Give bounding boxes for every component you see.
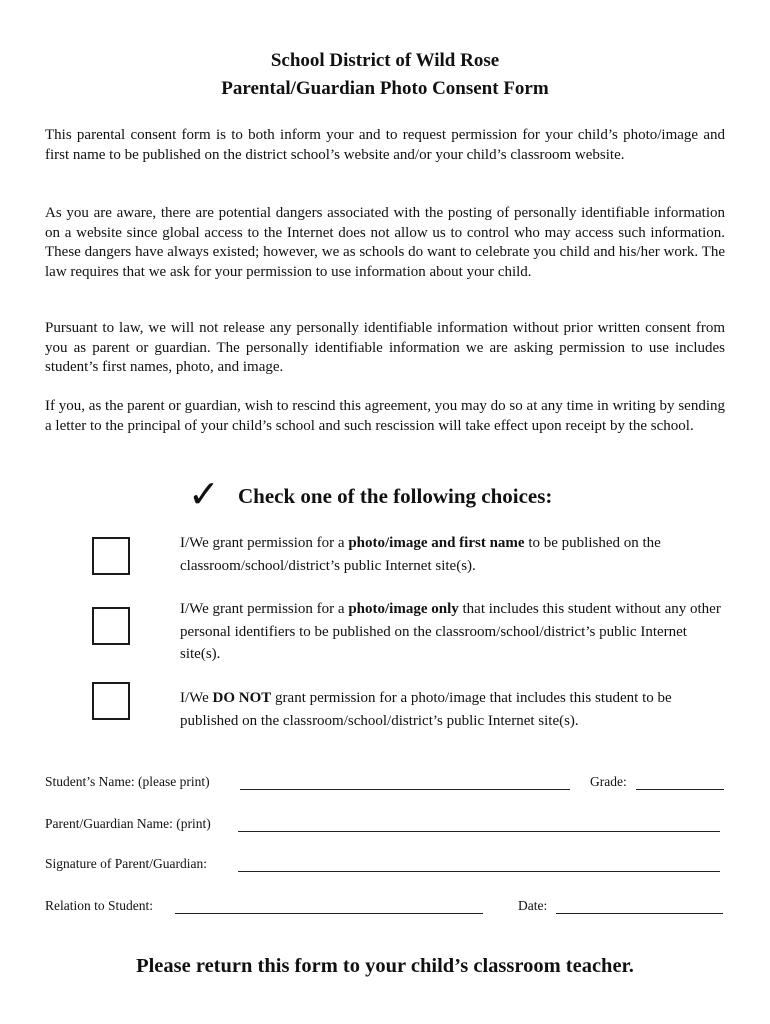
- option-emphasis: photo/image and first name: [348, 535, 525, 551]
- option-do-not-grant: [180, 687, 725, 732]
- option-photo-only: [180, 598, 725, 666]
- signature-line[interactable]: [238, 871, 720, 872]
- relation-line[interactable]: [175, 913, 483, 914]
- parent-name-label: Parent/Guardian Name: (print): [45, 816, 211, 831]
- return-instruction: Please return this form to your child’s classroom teacher.: [136, 955, 634, 977]
- date-line[interactable]: [556, 913, 723, 914]
- grade-label: Grade:: [590, 774, 627, 789]
- parent-name-line[interactable]: [238, 831, 720, 832]
- checkbox-do-not-grant[interactable]: [92, 682, 130, 720]
- checkmark-icon: ✓: [188, 472, 220, 516]
- checkbox-photo-only[interactable]: [92, 607, 130, 645]
- checkbox-photo-and-name[interactable]: [92, 537, 130, 575]
- paragraph-law: Pursuant to law, we will not release any personally identifiable information without prior written consent from you as parent or guardian. The personally identifiable information we are asking permission to use includes student’s first names, photo, and image.: [45, 320, 725, 375]
- title-consent-form: Parental/Guardian Photo Consent Form: [221, 78, 549, 99]
- option-photo-and-name: [180, 532, 725, 577]
- option-text: that includes this student without any other personal identifiers to be published on the classroom/school/district’s public Internet site(s).: [180, 601, 721, 662]
- signature-label: Signature of Parent/Guardian:: [45, 856, 207, 871]
- option-emphasis: DO NOT: [212, 690, 272, 706]
- option-text: I/We: [180, 690, 213, 706]
- option-text: to be published on the classroom/school/district’s public Internet site(s).: [180, 535, 661, 574]
- relation-label: Relation to Student:: [45, 898, 153, 913]
- student-name-line[interactable]: [240, 789, 570, 790]
- option-text: I/We grant permission for a: [180, 601, 349, 617]
- paragraph-dangers: As you are aware, there are potential dangers associated with the posting of personally identifiable information on a website since global access to the Internet does not allow us to control who may access such information. These dangers have always existed; however, we as schools do want to celebrate you child and his/her work. The law requires that we ask for your permission to use information about your child.: [45, 205, 725, 280]
- grade-line[interactable]: [636, 789, 724, 790]
- title-school-district: School District of Wild Rose: [270, 50, 500, 71]
- paragraph-rescind: If you, as the parent or guardian, wish to rescind this agreement, you may do so at any time in writing by sending a letter to the principal of your child’s school and such rescission will take effect upon receipt by the school.: [45, 398, 725, 434]
- paragraph-intro: This parental consent form is to both inform your and to request permission for your child’s photo/image and first name to be published on the district school’s website and/or your child’s classroom website.: [45, 127, 725, 163]
- date-label: Date:: [518, 898, 548, 913]
- choices-heading-text: Check one of the following choices:: [238, 484, 553, 508]
- option-text: grant permission for a photo/image that includes this student to be published on the classroom/school/district’s public Internet site(s).: [180, 690, 672, 729]
- student-name-label: Student’s Name: (please print): [45, 774, 210, 789]
- option-text: I/We grant permission for a: [180, 535, 349, 551]
- option-emphasis: photo/image only: [348, 601, 459, 617]
- choices-heading: [0, 474, 770, 514]
